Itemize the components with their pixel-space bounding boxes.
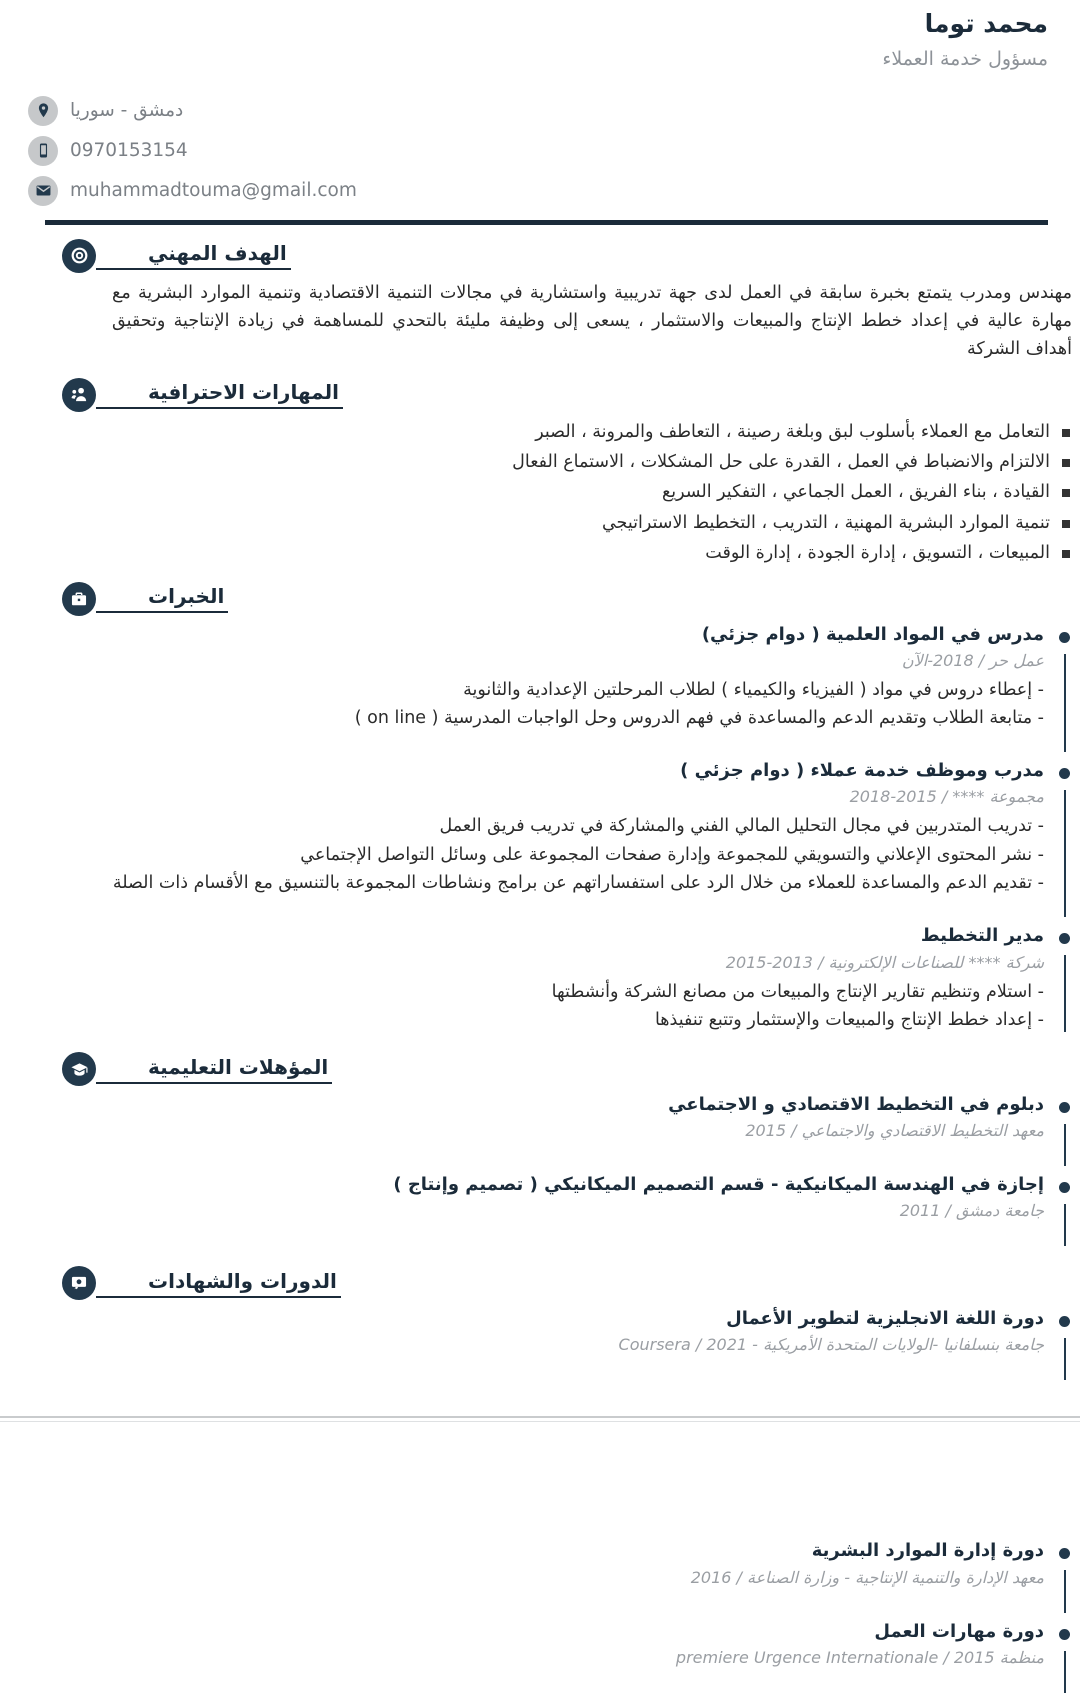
timeline-dot-icon [1059, 1629, 1070, 1640]
course-title: دورة إدارة الموارد البشرية [811, 1540, 1044, 1562]
timeline-dot-icon [1059, 632, 1070, 643]
section-objective [0, 239, 1080, 364]
skills-list [112, 418, 1072, 568]
section-skills-header [48, 378, 1080, 412]
contact-location [28, 96, 1048, 126]
timeline-dot-icon [1059, 1548, 1070, 1559]
candidate-job-title: مسؤول خدمة العملاء [882, 48, 1048, 71]
experience-meta: عمل حر / 2018-الآن [901, 650, 1044, 670]
target-icon [62, 239, 96, 273]
course-title: دورة مهارات العمل [874, 1620, 1044, 1642]
section-objective-title: الهدف المهني [96, 241, 291, 270]
course-title: دورة اللغة الانجليزية لتطوير الأعمال [726, 1308, 1044, 1330]
person-skills-icon [62, 378, 96, 412]
experience-title: مدرب وموظف خدمة عملاء ( دوام جزئي ) [680, 760, 1044, 782]
experience-bullet: - إعداد خطط الإنتاج والمبيعات والإستثمار وتتبع تنفيذها [654, 1009, 1044, 1030]
contact-phone-value: 0970153154 [70, 140, 188, 162]
list-item: تنمية الموارد البشرية المهنية ، التدريب ، التخطيط الاستراتيجي [112, 509, 1072, 537]
experience-meta: مجموعة **** / 2015-2018 [849, 787, 1044, 807]
experience-entry [112, 758, 1072, 923]
experience-bullet: - إعطاء دروس في مواد ( الفيزياء والكيمياء ) لطلاب المرحلتين الإعدادية والثانوية [463, 679, 1044, 700]
experience-title: مدير التخطيط [920, 925, 1044, 947]
experience-bullet: - متابعة الطلاب وتقديم الدعم والمساعدة في فهم الدروس وحل الواجبات المدرسية ( on line ) [354, 707, 1044, 728]
timeline-bar [1064, 654, 1066, 753]
contact-list [0, 96, 1048, 206]
experience-bullet: - تقديم الدعم والمساعدة للعملاء من خلال الرد على استفساراتهم عن برامج ونشاطات المجموعة بالتنسيق مع الأقسام ذات الصلة [112, 873, 1044, 894]
section-experience-body [48, 622, 1080, 1039]
section-courses [0, 1266, 1080, 1386]
section-courses-title: الدورات والشهادات [96, 1269, 341, 1298]
timeline-dot-icon [1059, 768, 1070, 779]
section-courses-continued-body [48, 1538, 1080, 1698]
section-skills-title: المهارات الاحترافية [96, 380, 343, 409]
experience-bullet: - نشر المحتوى الإعلاني والتسويقي للمجموعة وإدارة صفحات المجموعة على وسائل التواصل الإجتماعي [300, 844, 1044, 865]
list-item: التعامل مع العملاء بأسلوب لبق وبلغة رصينة ، التعاطف والمرونة ، الصبر [112, 418, 1072, 446]
course-entry [112, 1538, 1072, 1618]
course-entry [112, 1306, 1072, 1386]
contact-email-value: muhammadtouma@gmail.com [70, 180, 357, 202]
timeline-dot-icon [1059, 933, 1070, 944]
education-title: دبلوم في التخطيط الاقتصادي و الاجتماعي [668, 1094, 1044, 1116]
timeline-bar [1064, 1204, 1066, 1246]
timeline-dot-icon [1059, 1102, 1070, 1113]
section-skills-body [48, 418, 1080, 568]
timeline-dot-icon [1059, 1316, 1070, 1327]
section-experience [0, 582, 1080, 1039]
timeline-dot-icon [1059, 1182, 1070, 1193]
section-education [0, 1052, 1080, 1252]
contact-email [28, 176, 1048, 206]
timeline-bar [1064, 1570, 1066, 1612]
timeline-bar [1064, 1651, 1066, 1693]
page-break-divider [0, 1416, 1080, 1422]
list-item: القيادة ، بناء الفريق ، العمل الجماعي ، التفكير السريع [112, 478, 1072, 506]
contact-phone [28, 136, 1048, 166]
experience-entry [112, 622, 1072, 759]
section-objective-body [48, 279, 1080, 364]
education-entry [112, 1092, 1072, 1172]
course-entry [112, 1619, 1072, 1699]
education-meta: معهد التخطيط الاقتصادي والاجتماعي / 2015 [745, 1121, 1044, 1141]
timeline-bar [1064, 1338, 1066, 1380]
section-education-body [48, 1092, 1080, 1252]
experience-bullet: - تدريب المتدربين في مجال التحليل المالي الفني والمشاركة في تدريب فريق العمل [439, 816, 1044, 837]
section-courses-body [48, 1306, 1080, 1386]
timeline-bar [1064, 955, 1066, 1032]
candidate-name: محمد توما [924, 9, 1048, 38]
education-entry [112, 1172, 1072, 1252]
section-courses-continued [0, 1436, 1080, 1698]
section-education-header [48, 1052, 1080, 1086]
experience-timeline [112, 622, 1072, 1039]
section-experience-header [48, 582, 1080, 616]
section-education-title: المؤهلات التعليمية [96, 1055, 332, 1084]
list-item: الالتزام والانضباط في العمل ، القدرة على حل المشكلات ، الاستماع الفعال [112, 448, 1072, 476]
course-meta: منظمة premiere Urgence Internationale / 2015 [675, 1647, 1044, 1667]
education-title: إجازة في الهندسة الميكانيكية - قسم التصميم الميكانيكي ( تصميم وإنتاج ) [393, 1174, 1044, 1196]
courses-timeline [112, 1306, 1072, 1386]
courses-continued-timeline [112, 1538, 1072, 1698]
experience-title: مدرس في المواد العلمية ( دوام جزئي) [701, 623, 1044, 645]
header-divider [45, 220, 1048, 225]
course-meta: معهد الإدارة والتنمية الإنتاجية - وزارة الصناعة / 2016 [690, 1567, 1044, 1587]
education-timeline [112, 1092, 1072, 1252]
timeline-bar [1064, 1124, 1066, 1166]
education-meta: جامعة دمشق / 2011 [899, 1201, 1044, 1221]
experience-meta: شركة **** للصناعات الإلكترونية / 2013-2015 [725, 952, 1044, 972]
cv-header [0, 0, 1080, 206]
certificate-icon [62, 1266, 96, 1300]
experience-entry [112, 923, 1072, 1038]
phone-icon [28, 136, 58, 166]
list-item: المبيعات ، التسويق ، إدارة الجودة ، إدارة الوقت [112, 539, 1072, 567]
contact-location-value: دمشق - سوريا [70, 100, 184, 122]
briefcase-icon [62, 582, 96, 616]
location-pin-icon [28, 96, 58, 126]
section-objective-header [48, 239, 1080, 273]
experience-bullet: - استلام وتنظيم تقارير الإنتاج والمبيعات من مصانع الشركة وأنشطتها [551, 981, 1044, 1002]
section-courses-header [48, 1266, 1080, 1300]
section-experience-title: الخبرات [96, 584, 228, 613]
objective-text: مهندس ومدرب يتمتع بخبرة سابقة في العمل لدى جهة تدريبية واستشارية في مجالات التنمية الاقتصادية وتنمية الموارد البشرية مع مهارة عالية في إعداد خطط الإنتاج والمبيعات والاستثمار ، يسعى إلى وظيفة مليئة بالتحدي للمساهمة في زيادة الإنتاجية وتحقيق أهداف الشركة [112, 282, 1072, 360]
section-skills [0, 378, 1080, 568]
timeline-bar [1064, 790, 1066, 917]
graduation-cap-icon [62, 1052, 96, 1086]
course-meta: جامعة بنسلفانيا -الولايات المتحدة الأمريكية - 2021 / Coursera [618, 1335, 1044, 1355]
email-icon [28, 176, 58, 206]
